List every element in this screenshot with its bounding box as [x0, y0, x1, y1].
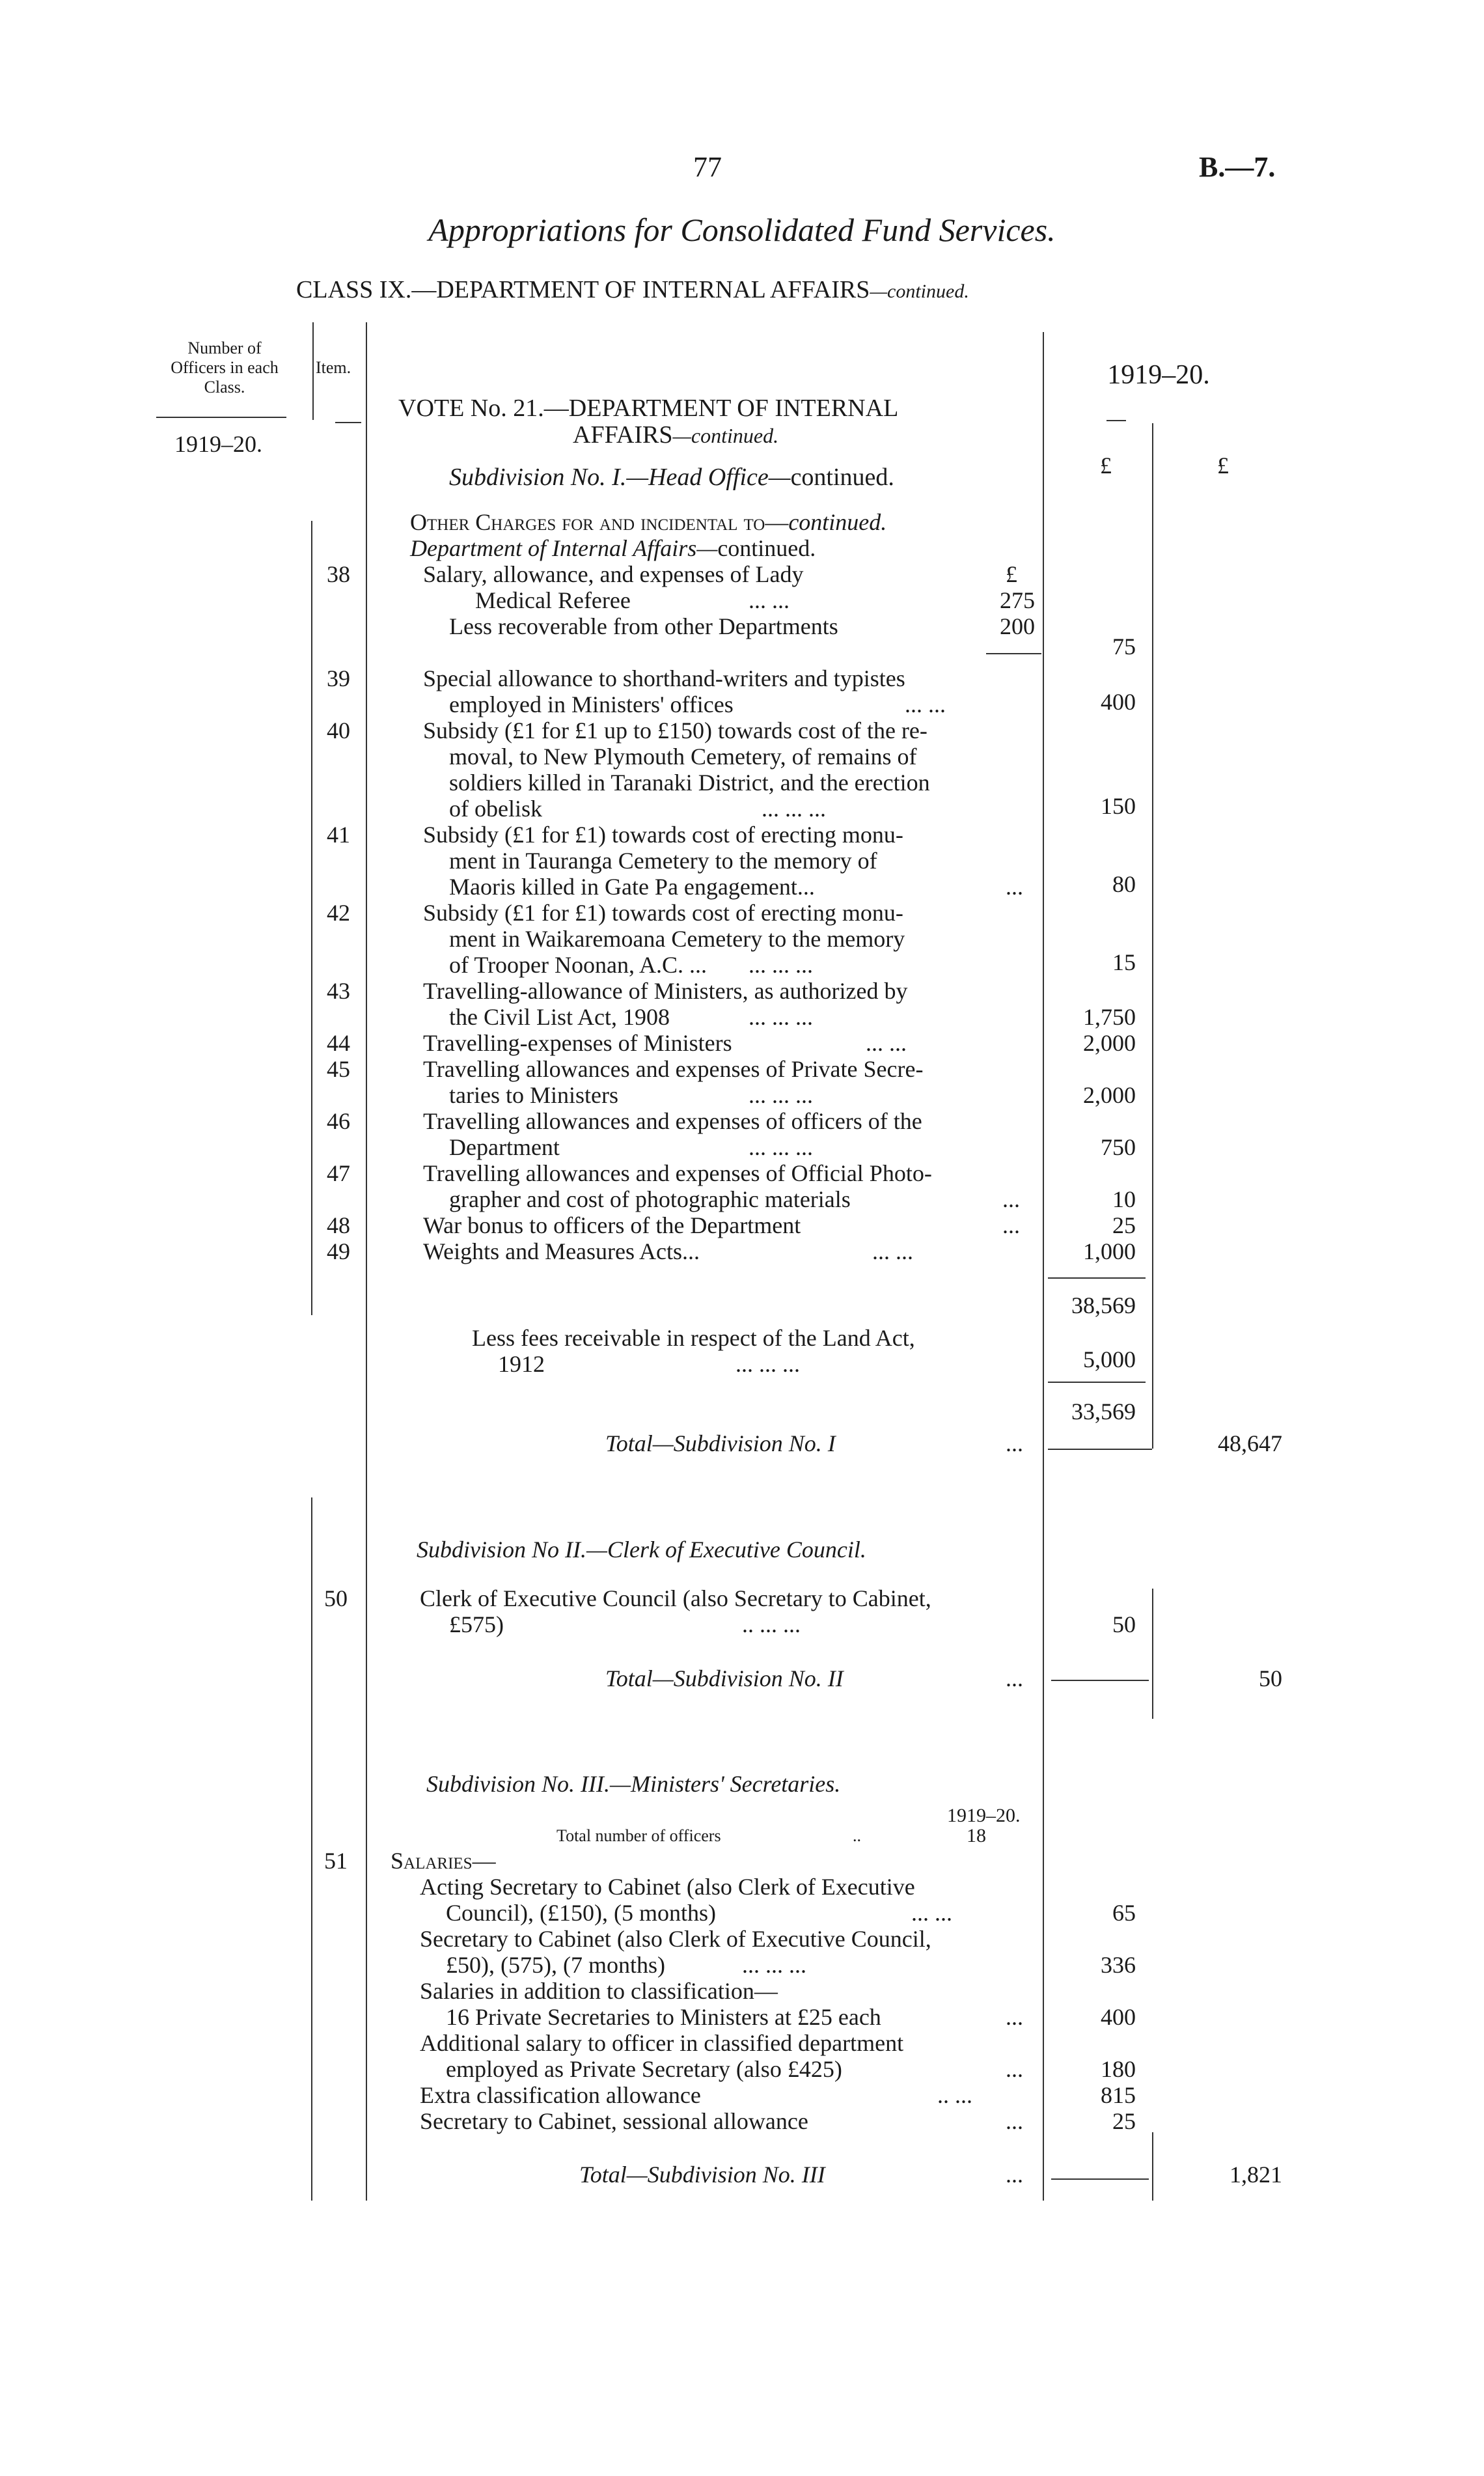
item-text: £50), (575), (7 months)	[446, 1952, 665, 1978]
subdivision-1-heading-text: Subdivision No. I.—Head Office—	[449, 464, 791, 491]
item-amount: 400	[1101, 689, 1136, 715]
item-amount: 75	[1112, 633, 1136, 660]
item-amount: 336	[1101, 1952, 1136, 1978]
item-text: Travelling allowances and expenses of Private Secre-	[423, 1056, 924, 1082]
total-dots: ...	[1006, 1665, 1023, 1691]
item-number: 41	[327, 822, 350, 848]
total-label: Total—Subdivision No. III	[579, 2162, 825, 2188]
class-heading-cont: —continued.	[870, 281, 969, 302]
item-amount: 180	[1101, 2056, 1136, 2082]
pound-sign-2: £	[1217, 452, 1229, 479]
item-amount: 1,750	[1083, 1004, 1136, 1030]
amount-right-rule-2	[1152, 1589, 1153, 1719]
item-amount: 80	[1112, 871, 1136, 897]
item-dots: ...	[1006, 874, 1023, 900]
item-text: Subsidy (£1 for £1 up to £150) towards cost of the re-	[423, 717, 928, 744]
item-text: Secretary to Cabinet (also Clerk of Executive Council,	[420, 1926, 931, 1952]
total-rule	[1048, 1449, 1152, 1450]
item-dots: ... ... ...	[749, 1004, 813, 1030]
item-text: Council), (£150), (5 months)	[446, 1900, 716, 1926]
total-column-rule	[1152, 423, 1153, 1449]
item-dots: ... ...	[749, 587, 790, 613]
item-number: 48	[327, 1212, 350, 1238]
item-dots: ...	[1006, 2004, 1023, 2030]
net-rule	[1048, 1382, 1146, 1383]
item-dots: ...	[1006, 2108, 1023, 2134]
officers-column-header-3: Class.	[204, 378, 245, 396]
vote-heading-2	[573, 422, 778, 449]
vote-heading-2-text: AFFAIRS	[573, 421, 673, 449]
subdivision-1-heading	[449, 464, 894, 490]
item-text: Weights and Measures Acts...	[423, 1238, 700, 1264]
item-amount: 150	[1101, 793, 1136, 819]
item-amount: 2,000	[1083, 1082, 1136, 1108]
item-amount: 65	[1112, 1900, 1136, 1926]
item-number: 50	[324, 1585, 348, 1611]
item-column-header: Item.	[316, 358, 351, 377]
subdivision-1-heading-cont: continued.	[790, 464, 894, 491]
item-dots: ... ...	[866, 1030, 907, 1056]
item-number: 39	[327, 665, 350, 691]
item-text: moval, to New Plymouth Cemetery, of remains of	[449, 744, 917, 770]
total-amount: 48,647	[1218, 1430, 1282, 1456]
subtotal-amount: 38,569	[1071, 1292, 1136, 1318]
item-dots: ... ... ...	[749, 1082, 813, 1108]
item-dots: ... ... ...	[742, 1952, 806, 1978]
class-heading	[296, 277, 969, 305]
officers-left-rule-1	[311, 521, 312, 1315]
item-text: grapher and cost of photographic materials	[449, 1186, 851, 1212]
item-number: 46	[327, 1108, 350, 1134]
salaries-heading: Salaries—	[391, 1848, 496, 1874]
officers-column-header-1: Number of	[187, 339, 262, 357]
item-number: 44	[327, 1030, 350, 1056]
item-amount: 50	[1112, 1611, 1136, 1637]
item-text: Additional salary to officer in classified department	[420, 2030, 904, 2056]
item-text: Salary, allowance, and expenses of Lady	[423, 561, 804, 587]
department-heading-text: Department of Internal Affairs—	[410, 535, 718, 561]
item-number: 40	[327, 717, 350, 744]
item-text: of Trooper Noonan, A.C. ...	[449, 952, 708, 978]
total-label: Total—Subdivision No. II	[605, 1665, 844, 1691]
officers-total-dots: ..	[853, 1826, 861, 1845]
less-fees-text-2: 1912	[498, 1351, 545, 1377]
item-number: 47	[327, 1160, 350, 1186]
item-text: Subsidy (£1 for £1) towards cost of erecting monu-	[423, 900, 903, 926]
page-number: 77	[693, 151, 722, 183]
item-text: Clerk of Executive Council (also Secretary to Cabinet,	[420, 1585, 931, 1611]
item-text: employed as Private Secretary (also £425)	[446, 2056, 842, 2082]
item-amount: 750	[1101, 1134, 1136, 1160]
subdivision-3-heading: Subdivision No. III.—Ministers' Secretaries.	[426, 1771, 841, 1797]
item-text: Secretary to Cabinet, sessional allowance	[420, 2108, 808, 2134]
item-dots: ... ...	[905, 691, 946, 717]
officers-column-header-2: Officers in each	[171, 358, 279, 377]
item-text: Maoris killed in Gate Pa engagement...	[449, 874, 815, 900]
item-pound-sign: £	[1006, 561, 1017, 587]
department-heading	[410, 535, 816, 561]
item-text: Travelling-allowance of Ministers, as authorized by	[423, 978, 908, 1004]
item-dots: .. ...	[937, 2082, 972, 2108]
item-amount: 2,000	[1083, 1030, 1136, 1056]
item-text: soldiers killed in Taranaki District, and the erection	[449, 770, 930, 796]
officers-total-count: 18	[967, 1825, 986, 1846]
amount-year: 1919–20.	[1107, 360, 1210, 390]
item-text: Subsidy (£1 for £1) towards cost of erecting monu-	[423, 822, 903, 848]
item-text: Department	[449, 1134, 560, 1160]
item-text: Less recoverable from other Departments	[449, 613, 838, 639]
inner-rule	[986, 653, 1041, 654]
item-text: the Civil List Act, 1908	[449, 1004, 670, 1030]
item-text: Travelling allowances and expenses of officers of the	[423, 1108, 922, 1134]
amount-right-rule-3	[1152, 2132, 1153, 2201]
total-amount: 1,821	[1230, 2162, 1282, 2188]
item-text: of obelisk	[449, 796, 542, 822]
item-dots: ... ... ...	[749, 1134, 813, 1160]
item-text: 16 Private Secretaries to Ministers at £25 each	[446, 2004, 881, 2030]
item-amount: 815	[1101, 2082, 1136, 2108]
item-inner-amount: 275	[1000, 587, 1035, 613]
net-amount: 33,569	[1071, 1398, 1136, 1425]
item-dots: ... ...	[911, 1900, 952, 1926]
item-text: taries to Ministers	[449, 1082, 618, 1108]
item-dots: ... ...	[872, 1238, 913, 1264]
item-amount: 1,000	[1083, 1238, 1136, 1264]
item-text: ment in Waikaremoana Cemetery to the memory	[449, 926, 905, 952]
officers-year-label: 1919–20.	[947, 1805, 1021, 1826]
item-number: 51	[324, 1848, 348, 1874]
officers-header-rule	[156, 417, 286, 418]
vote-heading: VOTE No. 21.—DEPARTMENT OF INTERNAL	[398, 395, 899, 422]
total-dots: ...	[1006, 1430, 1023, 1456]
item-text: Special allowance to shorthand-writers and typistes	[423, 665, 905, 691]
item-amount: 400	[1101, 2004, 1136, 2030]
document-reference: B.—7.	[1199, 151, 1276, 183]
item-dots: ... ... ...	[762, 796, 826, 822]
item-text: Medical Referee	[475, 587, 631, 613]
item-number: 49	[327, 1238, 350, 1264]
total-label: Total—Subdivision No. I	[605, 1430, 836, 1456]
item-amount: 25	[1112, 2108, 1136, 2134]
officers-year: 1919–20.	[174, 431, 262, 457]
item-header-rule	[335, 422, 361, 423]
total-amount: 50	[1259, 1665, 1282, 1691]
item-column-rule	[366, 322, 367, 2201]
item-number: 43	[327, 978, 350, 1004]
item-text: War bonus to officers of the Department	[423, 1212, 801, 1238]
less-fees-text: Less fees receivable in respect of the Land Act,	[472, 1325, 915, 1351]
year-rule	[1106, 420, 1126, 421]
total-dots: ...	[1006, 2162, 1023, 2188]
item-dots: ...	[1002, 1212, 1020, 1238]
other-charges-text: Other Charges for and incidental to—	[410, 509, 789, 535]
item-dots: ...	[1002, 1186, 1020, 1212]
total-rule	[1051, 2178, 1149, 2180]
item-amount: 15	[1112, 949, 1136, 975]
officers-left-rule-2	[311, 1497, 312, 2201]
item-dots: .. ... ...	[742, 1611, 801, 1637]
total-rule	[1051, 1680, 1149, 1681]
item-number: 38	[327, 561, 350, 587]
less-fees-dots: ... ... ...	[735, 1351, 800, 1377]
item-text: Extra classification allowance	[420, 2082, 701, 2108]
item-text: Acting Secretary to Cabinet (also Clerk of Executive	[420, 1874, 915, 1900]
item-amount: 25	[1112, 1212, 1136, 1238]
less-fees-amount: 5,000	[1083, 1346, 1136, 1372]
item-text: Salaries in addition to classification—	[420, 1978, 778, 2004]
subtotal-rule	[1048, 1277, 1146, 1279]
item-dots: ... ... ...	[749, 952, 813, 978]
item-amount: 10	[1112, 1186, 1136, 1212]
item-inner-amount: 200	[1000, 613, 1035, 639]
other-charges-heading	[410, 509, 886, 535]
class-heading-text: CLASS IX.—DEPARTMENT OF INTERNAL AFFAIRS	[296, 276, 870, 303]
officers-column-rule	[312, 322, 314, 420]
item-text: Travelling allowances and expenses of Official Photo-	[423, 1160, 932, 1186]
officers-total-label: Total number of officers	[556, 1826, 721, 1845]
item-dots: ...	[1006, 2056, 1023, 2082]
department-heading-cont: continued.	[717, 535, 816, 561]
item-text: ment in Tauranga Cemetery to the memory of	[449, 848, 877, 874]
item-text: Travelling-expenses of Ministers	[423, 1030, 732, 1056]
item-number: 42	[327, 900, 350, 926]
item-text: employed in Ministers' offices	[449, 691, 734, 717]
pound-sign-1: £	[1100, 452, 1112, 479]
other-charges-cont: continued.	[788, 509, 887, 535]
item-number: 45	[327, 1056, 350, 1082]
subdivision-2-heading: Subdivision No II.—Clerk of Executive Council.	[417, 1537, 866, 1563]
item-text: £575)	[449, 1611, 504, 1637]
page-title: Appropriations for Consolidated Fund Services.	[428, 212, 1056, 248]
vote-heading-2-cont: —continued.	[672, 424, 779, 447]
